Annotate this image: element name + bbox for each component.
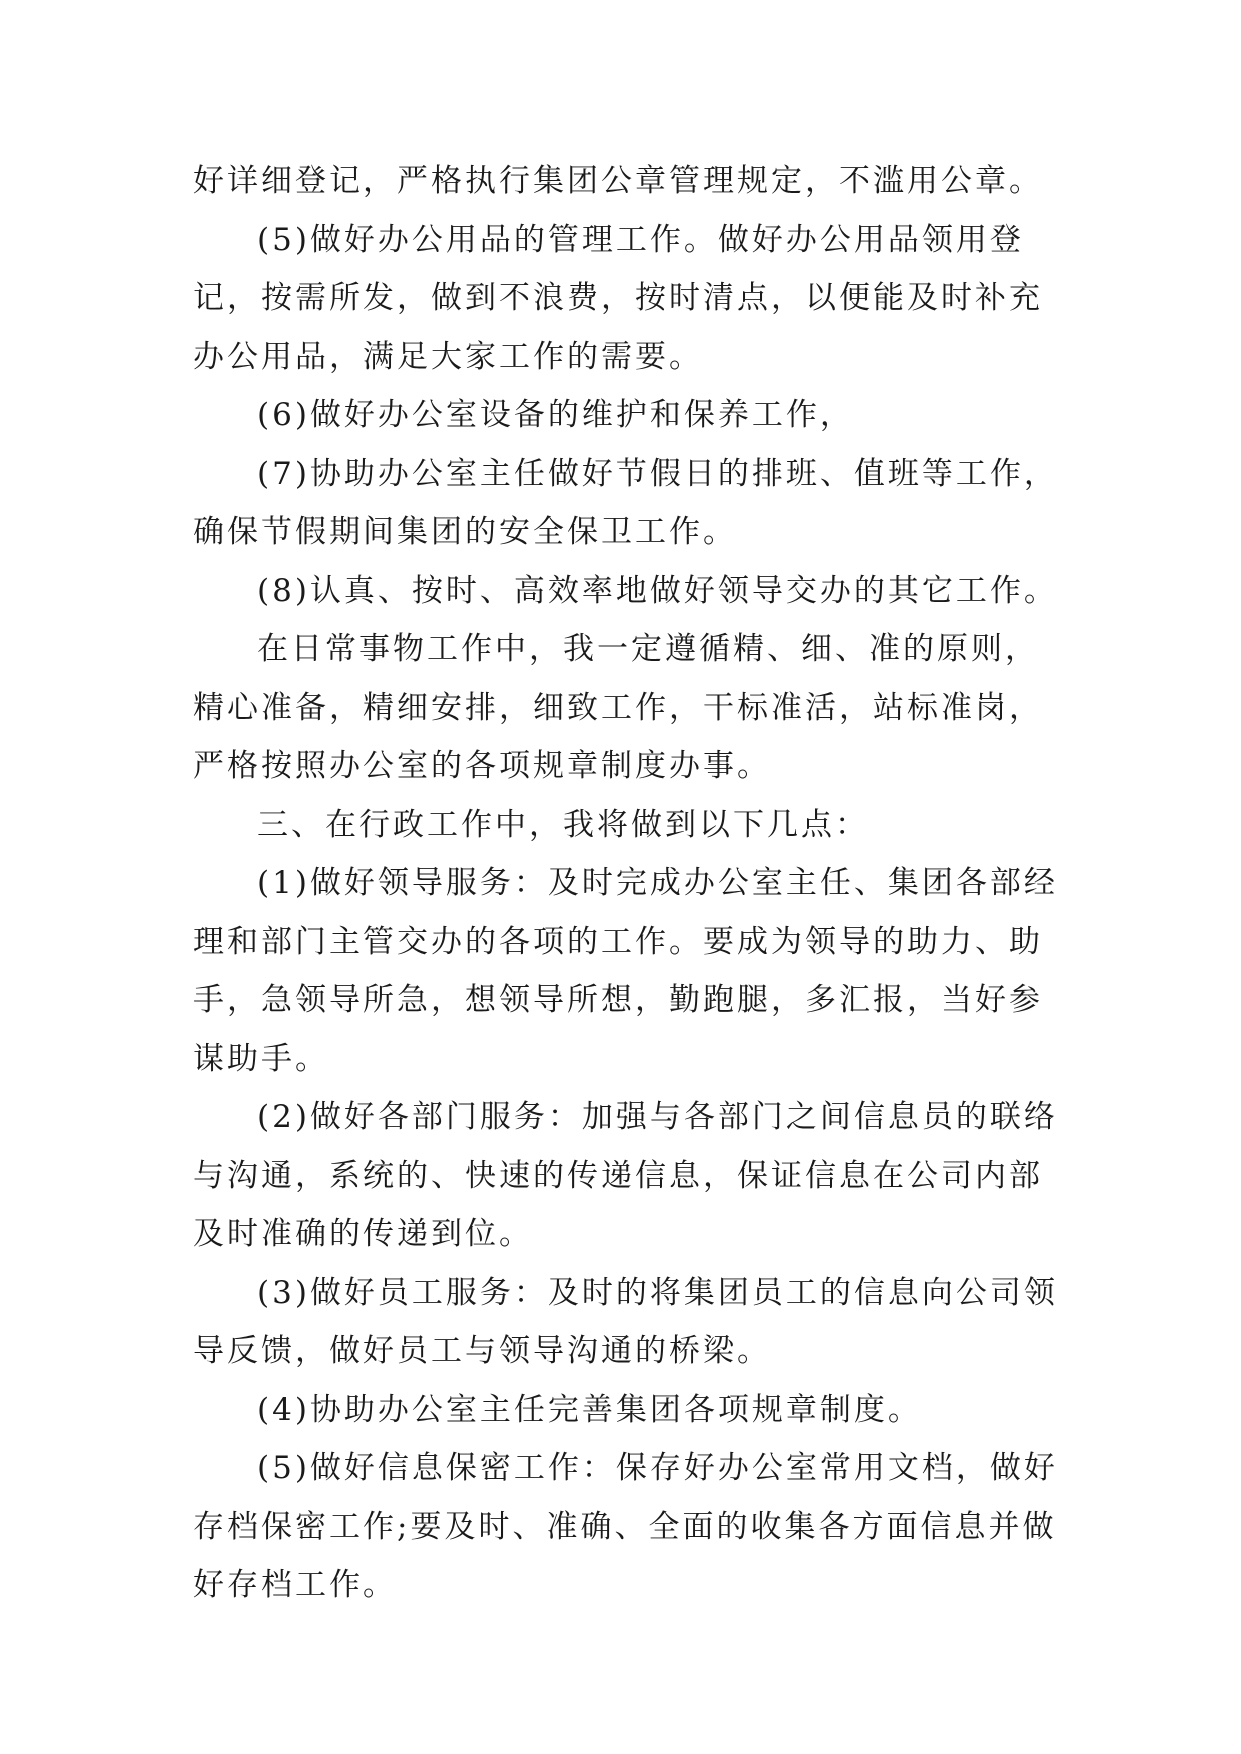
paragraph-daily-principles: 在日常事物工作中，我一定遵循精、细、准的原则，精心准备，精细安排，细致工作，干标准活，站标准岗，严格按照办公室的各项规章制度办事。: [193, 631, 1043, 784]
paragraph-employee-service: (3)做好员工服务：及时的将集团员工的信息向公司领导反馈，做好员工与领导沟通的桥梁。: [193, 1274, 1058, 1369]
paragraph-regulations: (4)协助办公室主任完善集团各项规章制度。: [257, 1391, 922, 1428]
paragraph-equipment-maintenance: (6)做好办公室设备的维护和保养工作，: [257, 397, 854, 433]
paragraph-continuation: 好详细登记，严格执行集团公章管理规定，不滥用公章。: [193, 163, 1043, 199]
paragraph-confidentiality: (5)做好信息保密工作：保存好办公室常用文档，做好存档保密工作;要及时、准确、全面的收集各方面信息并做好存档工作。: [193, 1450, 1058, 1603]
paragraph-other-tasks: (8)认真、按时、高效率地做好领导交办的其它工作。: [257, 572, 1058, 609]
paragraph-office-supplies: (5)做好办公用品的管理工作。做好办公用品领用登记，按需所发，做到不浪费，按时清点，以便能及时补充办公用品，满足大家工作的需要。: [193, 221, 1043, 375]
document-body: [193, 152, 1063, 1615]
paragraph-department-service: (2)做好各部门服务：加强与各部门之间信息员的联络与沟通，系统的、快速的传递信息，保证信息在公司内部及时准确的传递到位。: [193, 1099, 1058, 1252]
section-heading-admin-work: 三、在行政工作中，我将做到以下几点：: [257, 806, 869, 843]
paragraph-leader-service: (1)做好领导服务：及时完成办公室主任、集团各部经理和部门主管交办的各项的工作。要成为领导的助力、助手，急领导所急，想领导所想，勤跑腿，多汇报，当好参谋助手。: [193, 865, 1058, 1077]
paragraph-holiday-duty: (7)协助办公室主任做好节假日的排班、值班等工作，确保节假期间集团的安全保卫工作。: [193, 455, 1058, 550]
